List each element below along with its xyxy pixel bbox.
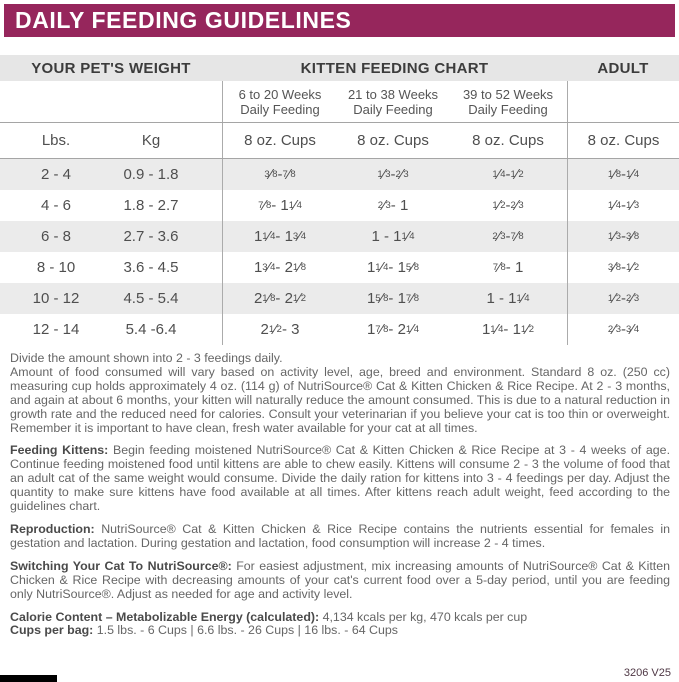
table-row: 4 - 6 1.8 - 2.7 7 ⁄ 8 - 1 1 ⁄ 4 2 ⁄ 3 - 1 1 ⁄ 2 - 2 ⁄ 3 1 ⁄ 4 - 1 ⁄ 3 [0,190,679,221]
units-cups-1: 8 oz. Cups [222,123,337,158]
units-cups-2: 8 oz. Cups [357,132,429,149]
age-column-39-52-weeks: 39 to 52 Weeks Daily Feeding [462,87,554,117]
note-cups-per-bag: Cups per bag: 1.5 lbs. - 6 Cups | 6.6 lbs. - 26 Cups | 16 lbs. - 64 Cups [10,623,398,638]
table-row: 10 - 12 4.5 - 5.4 2 1 ⁄ 8 - 2 1 ⁄ 2 1 5 ⁄ 8 - 1 7 ⁄ 8 1 - 1 1 ⁄ 4 1 ⁄ 2 - 2 ⁄ 3 [0,283,679,314]
note-feeding-kittens: Feeding Kittens: Begin feeding moistened NutriSource® Cat & Kitten Chicken & Rice Recipe at 3 - 4 weeks of age. Continue feeding moistened food until kittens are able to chew easily. Kittens will consume 2 - 3 the volume of food that an adult cat of the same weight would consume. Divide the daily ration for kittens into 3 - 4 feedings per day. Adjust the quantity to make sure kittens have food available at all times. After kittens reach adult weight, feed according to the guidelines chart. [10,443,671,514]
table-age-subheaders [0,81,679,123]
note-calorie-content: Calorie Content – Metabolizable Energy (calculated): 4,134 kcals per kg, 470 kcals per cup [10,609,528,624]
column-group-weight: YOUR PET'S WEIGHT [31,59,191,77]
table-row: 8 - 10 3.6 - 4.5 1 3 ⁄ 4 - 2 1 ⁄ 8 1 1 ⁄ 4 - 1 5 ⁄ 8 7 ⁄ 8 - 1 3 ⁄ 8 - 1 ⁄ 2 [0,252,679,283]
note-switching: Switching Your Cat To NutriSource®: For easiest adjustment, mix increasing amounts of NutriSource® Cat & Kitten Chicken & Rice Recipe with decreasing amounts of your cat's current food over a 5-day period, until you are feeding only NutriSource®. Adjust as needed for age and activity level. [10,558,670,601]
units-cups-adult: 8 oz. Cups [567,123,679,158]
note-divide: Divide the amount shown into 2 - 3 feedings daily. [10,351,283,365]
age-column-6-20-weeks: 6 to 20 Weeks Daily Feeding [222,81,337,122]
units-kg: Kg [141,132,161,149]
table-row: 12 - 14 5.4 -6.4 2 1 ⁄ 2 - 3 1 7 ⁄ 8 - 2 1 ⁄ 4 1 1 ⁄ 4 - 1 1 ⁄ 2 2 ⁄ 3 - 3 ⁄ 4 [0,314,679,345]
age-column-21-38-weeks: 21 to 38 Weeks Daily Feeding [347,87,439,117]
table-units-row [0,123,679,159]
note-reproduction: Reproduction: NutriSource® Cat & Kitten Chicken & Rice Recipe contains the nutrients essential for females in gestation and lactation. During gestation and lactation, food consumption will increase 2 - 4 times. [10,521,670,550]
table-row: 6 - 8 2.7 - 3.6 1 1 ⁄ 4 - 1 3 ⁄ 4 1 - 1 1 ⁄ 4 2 ⁄ 3 - 7 ⁄ 8 1 ⁄ 3 - 3 ⁄ 8 [0,221,679,252]
page-title-bar [4,4,675,37]
feeding-notes [10,352,670,638]
units-lbs: Lbs. [41,132,71,149]
units-cups-3: 8 oz. Cups [472,132,544,149]
page-title: DAILY FEEDING GUIDELINES [15,7,352,33]
table-row: 2 - 4 0.9 - 1.8 3 ⁄ 8 - 7 ⁄ 8 1 ⁄ 3 - 2 ⁄ 3 1 ⁄ 4 - 1 ⁄ 2 1 ⁄ 8 - 1 ⁄ 4 [0,159,679,190]
note-amount: Amount of food consumed will vary based on activity level, age, breed and environment. Standard 8 oz. (250 cc) measuring cup holds approximately 4 oz. (114 g) of NutriSource® Cat & Kitten Chicken & Rice Recipe. At 2 - 3 months, and again at about 6 months, your kitten will naturally reduce the amount consumed. This is due to a natural reduction in growth rate and the reduced need for calories. Consult your veterinarian if you believe your cat is too thin or overweight. Remember it is important to have clean, fresh water available for your cat at all times. [10,364,670,435]
print-mark-bar [0,675,57,682]
version-code: 3206 V25 [623,667,671,679]
column-group-adult: ADULT [597,59,649,77]
table-group-header [0,55,679,81]
column-group-kitten: KITTEN FEEDING CHART [300,59,489,77]
